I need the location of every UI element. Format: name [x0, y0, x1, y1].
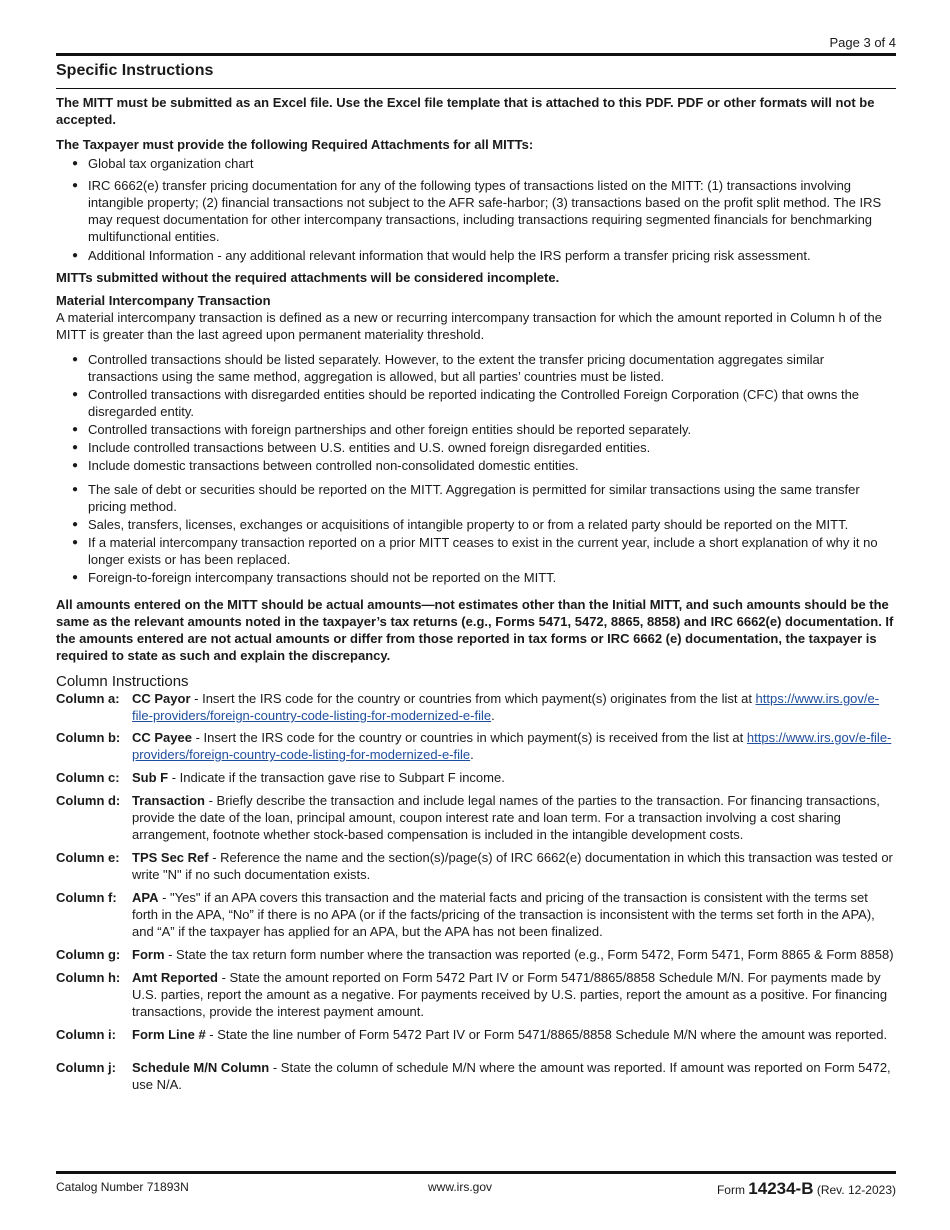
country-code-link[interactable]: https://www.irs.gov/e-file-providers/foreign-country-code-listing-for-modernized-e-file	[132, 730, 892, 762]
punct: .	[470, 747, 474, 762]
material-definition: A material intercompany transaction is defined as a new or recurring intercompany transaction for which the amount reported in Column h of the MITT is greater than the last agreed upon permanent materiality threshold.	[56, 310, 882, 342]
column-label: Column j:	[56, 1060, 116, 1075]
column-term: CC Payor	[132, 691, 191, 706]
column-instructions-heading: Column Instructions	[56, 673, 189, 690]
list-item: ● Controlled transactions with foreign partnerships and other foreign entities should be reported separately.	[56, 421, 896, 438]
list-item: ● Sales, transfers, licenses, exchanges or acquisitions of intangible property to or from a related party should be reported on the MITT.	[56, 516, 896, 533]
website-link[interactable]: www.irs.gov	[428, 1180, 493, 1194]
column-term: Sub F	[132, 770, 169, 785]
column-term: TPS Sec Ref	[132, 850, 209, 865]
material-bullets-a	[56, 351, 896, 474]
form-identifier	[717, 1179, 896, 1199]
column-c-row	[56, 769, 896, 786]
title-rule	[56, 88, 896, 89]
column-j-row	[56, 1059, 896, 1093]
list-item: ● Include domestic transactions between controlled non-consolidated domestic entities.	[56, 457, 896, 474]
column-desc: - "Yes" if an APA covers this transaction and the material facts and pricing of the transaction is consistent with the terms set forth in the APA, “No” if there is no APA (or if the facts/pricing of the transaction is inconsistent with the terms set forth in the APA), and “A” if the taxpayer has applied for an APA, but the APA has not been finalized.	[132, 890, 875, 939]
column-label: Column h:	[56, 970, 121, 985]
column-desc: - State the tax return form number where the transaction was reported (e.g., Form 5472, Form 5471, Form 8865 & Form 8858)	[164, 947, 894, 962]
column-i-row	[56, 1026, 896, 1043]
instructions-body	[56, 94, 896, 1093]
catalog-number: Catalog Number 71893N	[56, 1180, 189, 1194]
column-h-row	[56, 969, 896, 1020]
column-desc: - Briefly describe the transaction and include legal names of the parties to the transaction. For financing transactions, provide the date of the loan, principal amount, coupon interest rate and loan term. For a transaction involving a cost sharing arrangement, footnote whether stock-based compensation is included in the intangible development costs.	[132, 793, 880, 842]
column-term: CC Payee	[132, 730, 192, 745]
list-item: ● IRC 6662(e) transfer pricing documentation for any of the following types of transactions listed on the MITT: (1) transactions involving intangible property; (2) financial transactions not subject to the AFR safe-harbor; (3) transactions based on the profit split method. The IRS may request documentation for other intercompany transactions, including transactions requiring segmented financials for benchmarking multifunctional entities.	[56, 177, 896, 245]
amounts-note: All amounts entered on the MITT should be actual amounts—not estimates other than the Initial MITT, and such amounts should be the same as the relevant amounts noted in the taxpayer’s tax returns (e.g., Forms 5471, 5472, 8865, 8858) and IRC 6662(e) documentation. If the amounts entered are not actual amounts or differ from those reported in tax forms or IRC 6662 (e) documentation, the taxpayer is required to state as such and explain the discrepancy.	[56, 597, 894, 663]
page-footer	[56, 1179, 896, 1199]
column-label: Column f:	[56, 890, 117, 905]
list-item: ● Additional Information - any additional relevant information that would help the IRS perform a transfer pricing risk assessment.	[56, 247, 896, 264]
excel-note: The MITT must be submitted as an Excel file. Use the Excel file template that is attached to this PDF. PDF or other formats will not be accepted.	[56, 95, 875, 127]
column-label: Column e:	[56, 850, 120, 865]
material-heading: Material Intercompany Transaction	[56, 293, 271, 308]
list-item: ● Controlled transactions should be listed separately. However, to the extent the transfer pricing documentation aggregates similar transactions using the same method, aggregation is allowed, but all parties’ countries must be listed.	[56, 351, 896, 385]
punct: .	[491, 708, 495, 723]
country-code-link[interactable]: https://www.irs.gov/e-file-providers/foreign-country-code-listing-for-modernized-e-file	[132, 691, 880, 723]
column-e-row	[56, 849, 896, 883]
list-item: ● Include controlled transactions between U.S. entities and U.S. owned foreign disregarded entities.	[56, 439, 896, 456]
column-label: Column c:	[56, 770, 120, 785]
column-b-row	[56, 729, 896, 763]
column-desc: - Insert the IRS code for the country or countries from which payment(s) originates from the list at	[190, 691, 756, 706]
list-item: ● Global tax organization chart	[56, 155, 896, 172]
column-label: Column i:	[56, 1027, 116, 1042]
column-f-row	[56, 889, 896, 940]
column-label: Column b:	[56, 730, 121, 745]
section-title: Specific Instructions	[56, 62, 214, 79]
attachments-heading: The Taxpayer must provide the following Required Attachments for all MITTs:	[56, 137, 534, 152]
list-item: ● Controlled transactions with disregarded entities should be reported indicating the Controlled Foreign Corporation (CFC) that owns the disregarded entity.	[56, 386, 896, 420]
column-d-row	[56, 792, 896, 843]
column-desc: - Indicate if the transaction gave rise to Subpart F income.	[168, 770, 505, 785]
incomplete-note: MITTs submitted without the required attachments will be considered incomplete.	[56, 270, 560, 285]
column-a-row	[56, 690, 896, 724]
material-bullets-b	[56, 481, 896, 586]
list-item: ● Foreign-to-foreign intercompany transactions should not be reported on the MITT.	[56, 569, 896, 586]
form-number: 14234-B	[748, 1179, 814, 1198]
attachments-list	[56, 155, 896, 264]
column-desc: - State the amount reported on Form 5472 Part IV or Form 5471/8865/8858 Schedule M/N. For payments made by U.S. parties, report the amount as a negative. For payments received by U.S. parties, report the amount as a positive. For financing transactions, provide the interest payment amount.	[132, 970, 888, 1019]
top-rule	[56, 53, 896, 56]
column-g-row	[56, 946, 896, 963]
column-term: Form	[132, 947, 165, 962]
bottom-rule	[56, 1171, 896, 1174]
list-item: ● The sale of debt or securities should be reported on the MITT. Aggregation is permitted for similar transactions using the same transfer pricing method.	[56, 481, 896, 515]
column-label: Column g:	[56, 947, 121, 962]
column-desc: - Insert the IRS code for the country or countries in which payment(s) is received from the list at	[191, 730, 747, 745]
column-desc: - State the line number of Form 5472 Part IV or Form 5471/8865/8858 Schedule M/N where the amount was reported.	[205, 1027, 888, 1042]
column-label: Column d:	[56, 793, 121, 808]
column-term: Form Line #	[132, 1027, 206, 1042]
column-term: Schedule M/N Column	[132, 1060, 270, 1075]
column-term: Amt Reported	[132, 970, 218, 985]
list-item: ● If a material intercompany transaction reported on a prior MITT ceases to exist in the current year, include a short explanation of why it no longer exists or has been replaced.	[56, 534, 896, 568]
column-term: APA	[132, 890, 159, 905]
form-prefix: Form	[716, 1183, 745, 1197]
column-desc: - Reference the name and the section(s)/page(s) of IRC 6662(e) documentation in which this transaction was tested or write "N" if no such documentation exists.	[132, 850, 893, 882]
page-number: Page 3 of 4	[829, 35, 896, 50]
column-desc: - State the column of schedule M/N where the amount was reported. If amount was reported on Form 5472, use N/A.	[132, 1060, 891, 1092]
column-term: Transaction	[132, 793, 205, 808]
form-revision: (Rev. 12-2023)	[816, 1183, 896, 1197]
column-label: Column a:	[56, 691, 120, 706]
